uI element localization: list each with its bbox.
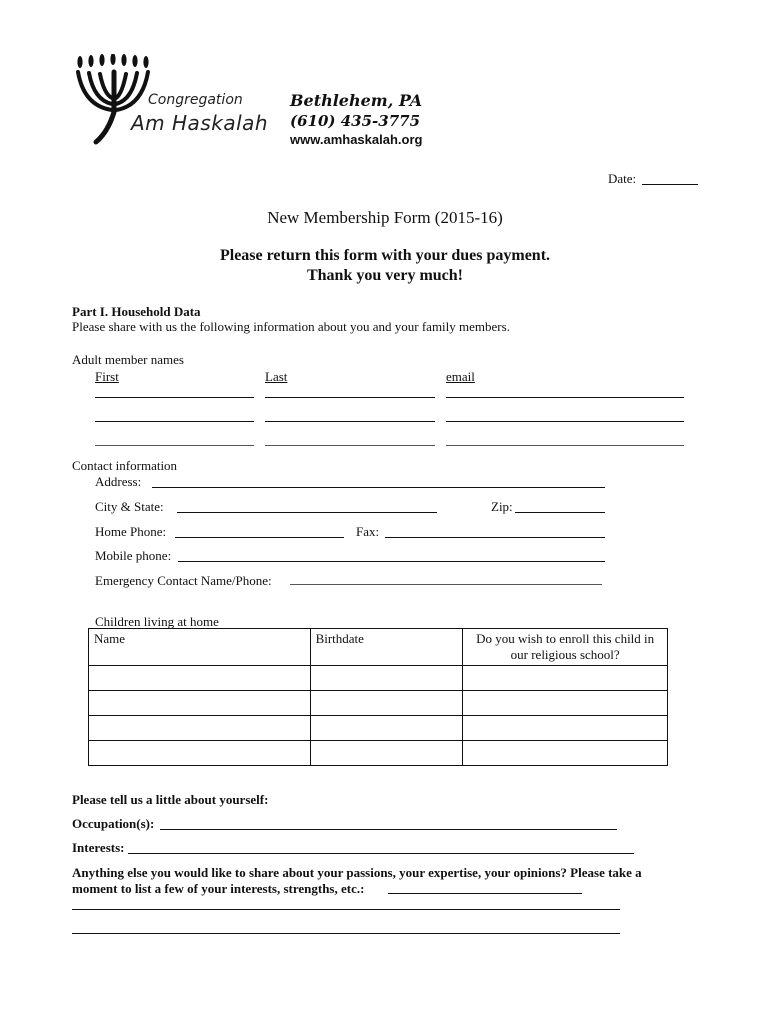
city-state-field[interactable] <box>177 512 437 513</box>
interests-field[interactable] <box>128 853 634 854</box>
child2-name-cell[interactable] <box>89 691 311 716</box>
adult3-email-field[interactable] <box>446 445 684 446</box>
occupation-label: Occupation(s): <box>72 816 155 831</box>
adult3-first-field[interactable] <box>95 445 254 446</box>
child3-enroll-cell[interactable] <box>463 716 668 741</box>
child1-birthdate-cell[interactable] <box>310 666 463 691</box>
about-heading: Please tell us a little about yourself: <box>72 792 269 807</box>
subtitle-line1: Please return this form with your dues payment. <box>219 247 551 264</box>
child3-birthdate-cell[interactable] <box>310 716 463 741</box>
date-label: Date: <box>608 171 637 186</box>
fax-field[interactable] <box>385 537 605 538</box>
logo-line2: Am Haskalah <box>131 111 269 135</box>
subtitle-line2: Thank you very much! <box>306 267 464 284</box>
adult2-email-field[interactable] <box>446 421 684 422</box>
emergency-label: Emergency Contact Name/Phone: <box>95 573 272 588</box>
child4-enroll-cell[interactable] <box>463 741 668 766</box>
home-phone-label: Home Phone: <box>95 524 167 539</box>
col-last: Last <box>265 369 288 384</box>
table-row <box>89 716 668 741</box>
adult3-last-field[interactable] <box>265 445 435 446</box>
emergency-field[interactable] <box>290 584 602 585</box>
col-birthdate: Birthdate <box>310 629 463 666</box>
col-enroll: Do you wish to enroll this child in our religious school? <box>463 629 668 666</box>
form-title: New Membership Form (2015-16) <box>267 208 503 227</box>
occupation-field[interactable] <box>160 829 617 830</box>
org-phone: (610) 435-3775 <box>290 112 421 130</box>
date-field[interactable] <box>642 184 698 185</box>
mobile-label: Mobile phone: <box>95 548 172 563</box>
child2-enroll-cell[interactable] <box>463 691 668 716</box>
col-child-name: Name <box>89 629 311 666</box>
child1-enroll-cell[interactable] <box>463 666 668 691</box>
address-field[interactable] <box>152 487 605 488</box>
zip-label: Zip: <box>491 499 513 514</box>
anything-field-line2[interactable] <box>72 933 620 934</box>
anything-line2: moment to list a few of your interests, strengths, etc.: <box>72 881 365 896</box>
home-phone-field[interactable] <box>175 537 344 538</box>
table-row <box>89 691 668 716</box>
org-website: www.amhaskalah.org <box>290 132 423 147</box>
adult2-first-field[interactable] <box>95 421 254 422</box>
children-table-header <box>89 629 668 666</box>
children-table <box>88 628 668 766</box>
table-row <box>89 666 668 691</box>
col-first: First <box>95 369 119 384</box>
address-label: Address: <box>95 474 142 489</box>
child3-name-cell[interactable] <box>89 716 311 741</box>
city-state-label: City & State: <box>95 499 164 514</box>
child1-name-cell[interactable] <box>89 666 311 691</box>
adults-label: Adult member names <box>72 352 184 367</box>
adult1-last-field[interactable] <box>265 397 435 398</box>
fax-label: Fax: <box>356 524 380 539</box>
col-email: email <box>446 369 475 384</box>
child4-birthdate-cell[interactable] <box>310 741 463 766</box>
adult2-last-field[interactable] <box>265 421 435 422</box>
mobile-field[interactable] <box>178 561 605 562</box>
interests-label: Interests: <box>72 840 125 855</box>
anything-line1: Anything else you would like to share about your passions, your expertise, your opinions? Please take a <box>72 865 642 880</box>
contact-label: Contact information <box>72 458 178 473</box>
table-row <box>89 741 668 766</box>
part1-intro: Please share with us the following information about you and your family members. <box>72 319 510 334</box>
logo-line1: Congregation <box>148 92 243 108</box>
zip-field[interactable] <box>515 512 605 513</box>
child4-name-cell[interactable] <box>89 741 311 766</box>
adult1-first-field[interactable] <box>95 397 254 398</box>
anything-field-line1[interactable] <box>72 909 620 910</box>
children-label: Children living at home <box>95 614 219 629</box>
part1-heading: Part I. Household Data <box>72 304 201 319</box>
child2-birthdate-cell[interactable] <box>310 691 463 716</box>
anything-field-inline[interactable] <box>388 893 582 894</box>
org-city: Bethlehem, PA <box>290 91 423 110</box>
adult1-email-field[interactable] <box>446 397 684 398</box>
